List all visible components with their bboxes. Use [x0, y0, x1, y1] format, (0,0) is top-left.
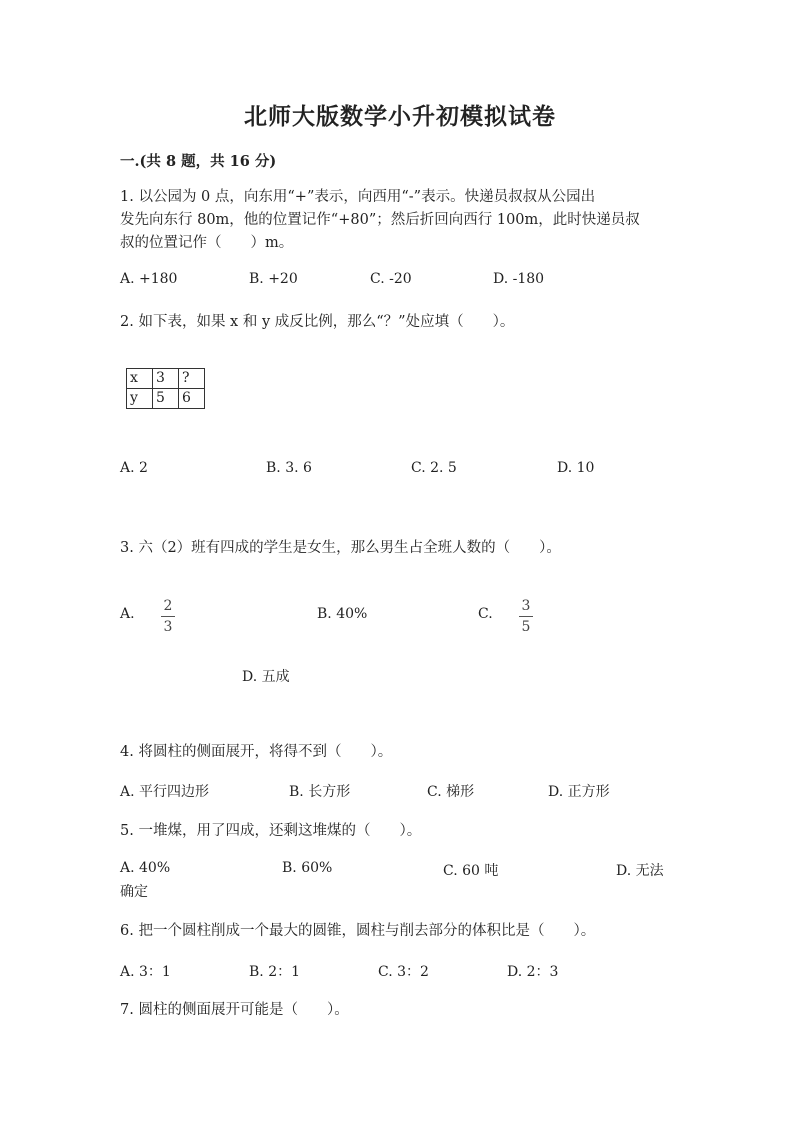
question-1-line-1: 1. 以公园为 0 点，向东用“+”表示，向西用“-”表示。快递员叔叔从公园出: [120, 189, 596, 205]
question-3-option-a-fraction: [161, 598, 175, 635]
question-2-text: 2. 如下表，如果 x 和 y 成反比例，那么“？”处应填（ ）。: [120, 314, 515, 330]
question-7-text: 7. 圆柱的侧面展开可能是（ ）。: [120, 1002, 349, 1018]
question-5-option-a: A. 40%: [120, 860, 171, 876]
fraction-bar: [519, 616, 533, 617]
question-6-option-a: A. 3：1: [120, 964, 171, 980]
question-5-text: 5. 一堆煤，用了四成，还剩这堆煤的（ ）。: [120, 823, 422, 839]
fraction-bar: [161, 616, 175, 617]
fraction-denominator: 3: [163, 619, 173, 635]
question-3-option-c-fraction: [519, 598, 533, 635]
question-3-text: 3. 六（2）班有四成的学生是女生，那么男生占全班人数的（ ）。: [120, 540, 561, 556]
question-1-line-2: 发先向东行 80m，他的位置记作“+80”；然后折回向西行 100m，此时快递员叔: [120, 212, 640, 228]
question-4-text: 4. 将圆柱的侧面展开，将得不到（ ）。: [120, 744, 393, 760]
question-6-option-d: D. 2：3: [507, 964, 559, 980]
question-5-option-d: D. 无法: [616, 863, 664, 879]
xy-table: [126, 368, 205, 409]
question-2-option-b: B. 3. 6: [266, 460, 312, 476]
question-1-option-d: D. -180: [493, 271, 545, 287]
question-5-option-d-wrap: 确定: [120, 884, 148, 900]
question-6-option-c: C. 3：2: [378, 964, 429, 980]
question-1-option-c: C. -20: [370, 271, 412, 287]
question-2-option-d: D. 10: [557, 460, 595, 476]
question-4-option-d: D. 正方形: [548, 784, 610, 800]
question-1-option-b: B. +20: [249, 271, 298, 287]
xy-table-row-x: [127, 369, 205, 389]
question-3-option-c-label: C.: [478, 606, 493, 622]
page-title: 北师大版数学小升初模拟试卷: [244, 103, 556, 130]
fraction-numerator: 3: [521, 598, 531, 614]
section-heading: 一.(共 8 题，共 16 分): [120, 153, 277, 170]
question-4-option-c: C. 梯形: [427, 784, 475, 800]
xy-table-cell: 5: [153, 389, 179, 409]
xy-table-cell: 6: [179, 389, 205, 409]
xy-table-cell: x: [127, 369, 153, 389]
fraction-denominator: 5: [521, 619, 531, 635]
question-2-option-a: A. 2: [120, 460, 148, 476]
question-4-option-a: A. 平行四边形: [120, 784, 210, 800]
question-5-option-b: B. 60%: [282, 860, 333, 876]
question-3-option-a-label: A.: [120, 606, 135, 622]
question-2-option-c: C. 2. 5: [411, 460, 457, 476]
xy-table-cell: 3: [153, 369, 179, 389]
question-3-option-d: D. 五成: [242, 669, 290, 685]
question-3-option-b: B. 40%: [317, 606, 368, 622]
question-4-option-b: B. 长方形: [289, 784, 351, 800]
xy-table-row-y: [127, 389, 205, 409]
xy-table-cell: y: [127, 389, 153, 409]
question-6-option-b: B. 2：1: [249, 964, 301, 980]
xy-table-cell: ?: [179, 369, 205, 389]
question-6-text: 6. 把一个圆柱削成一个最大的圆锥，圆柱与削去部分的体积比是（ ）。: [120, 923, 596, 939]
question-5-option-c: C. 60 吨: [443, 863, 499, 879]
fraction-numerator: 2: [163, 598, 173, 614]
question-1-option-a: A. +180: [120, 271, 178, 287]
question-1-line-3: 叔的位置记作（ ）m。: [120, 235, 294, 251]
